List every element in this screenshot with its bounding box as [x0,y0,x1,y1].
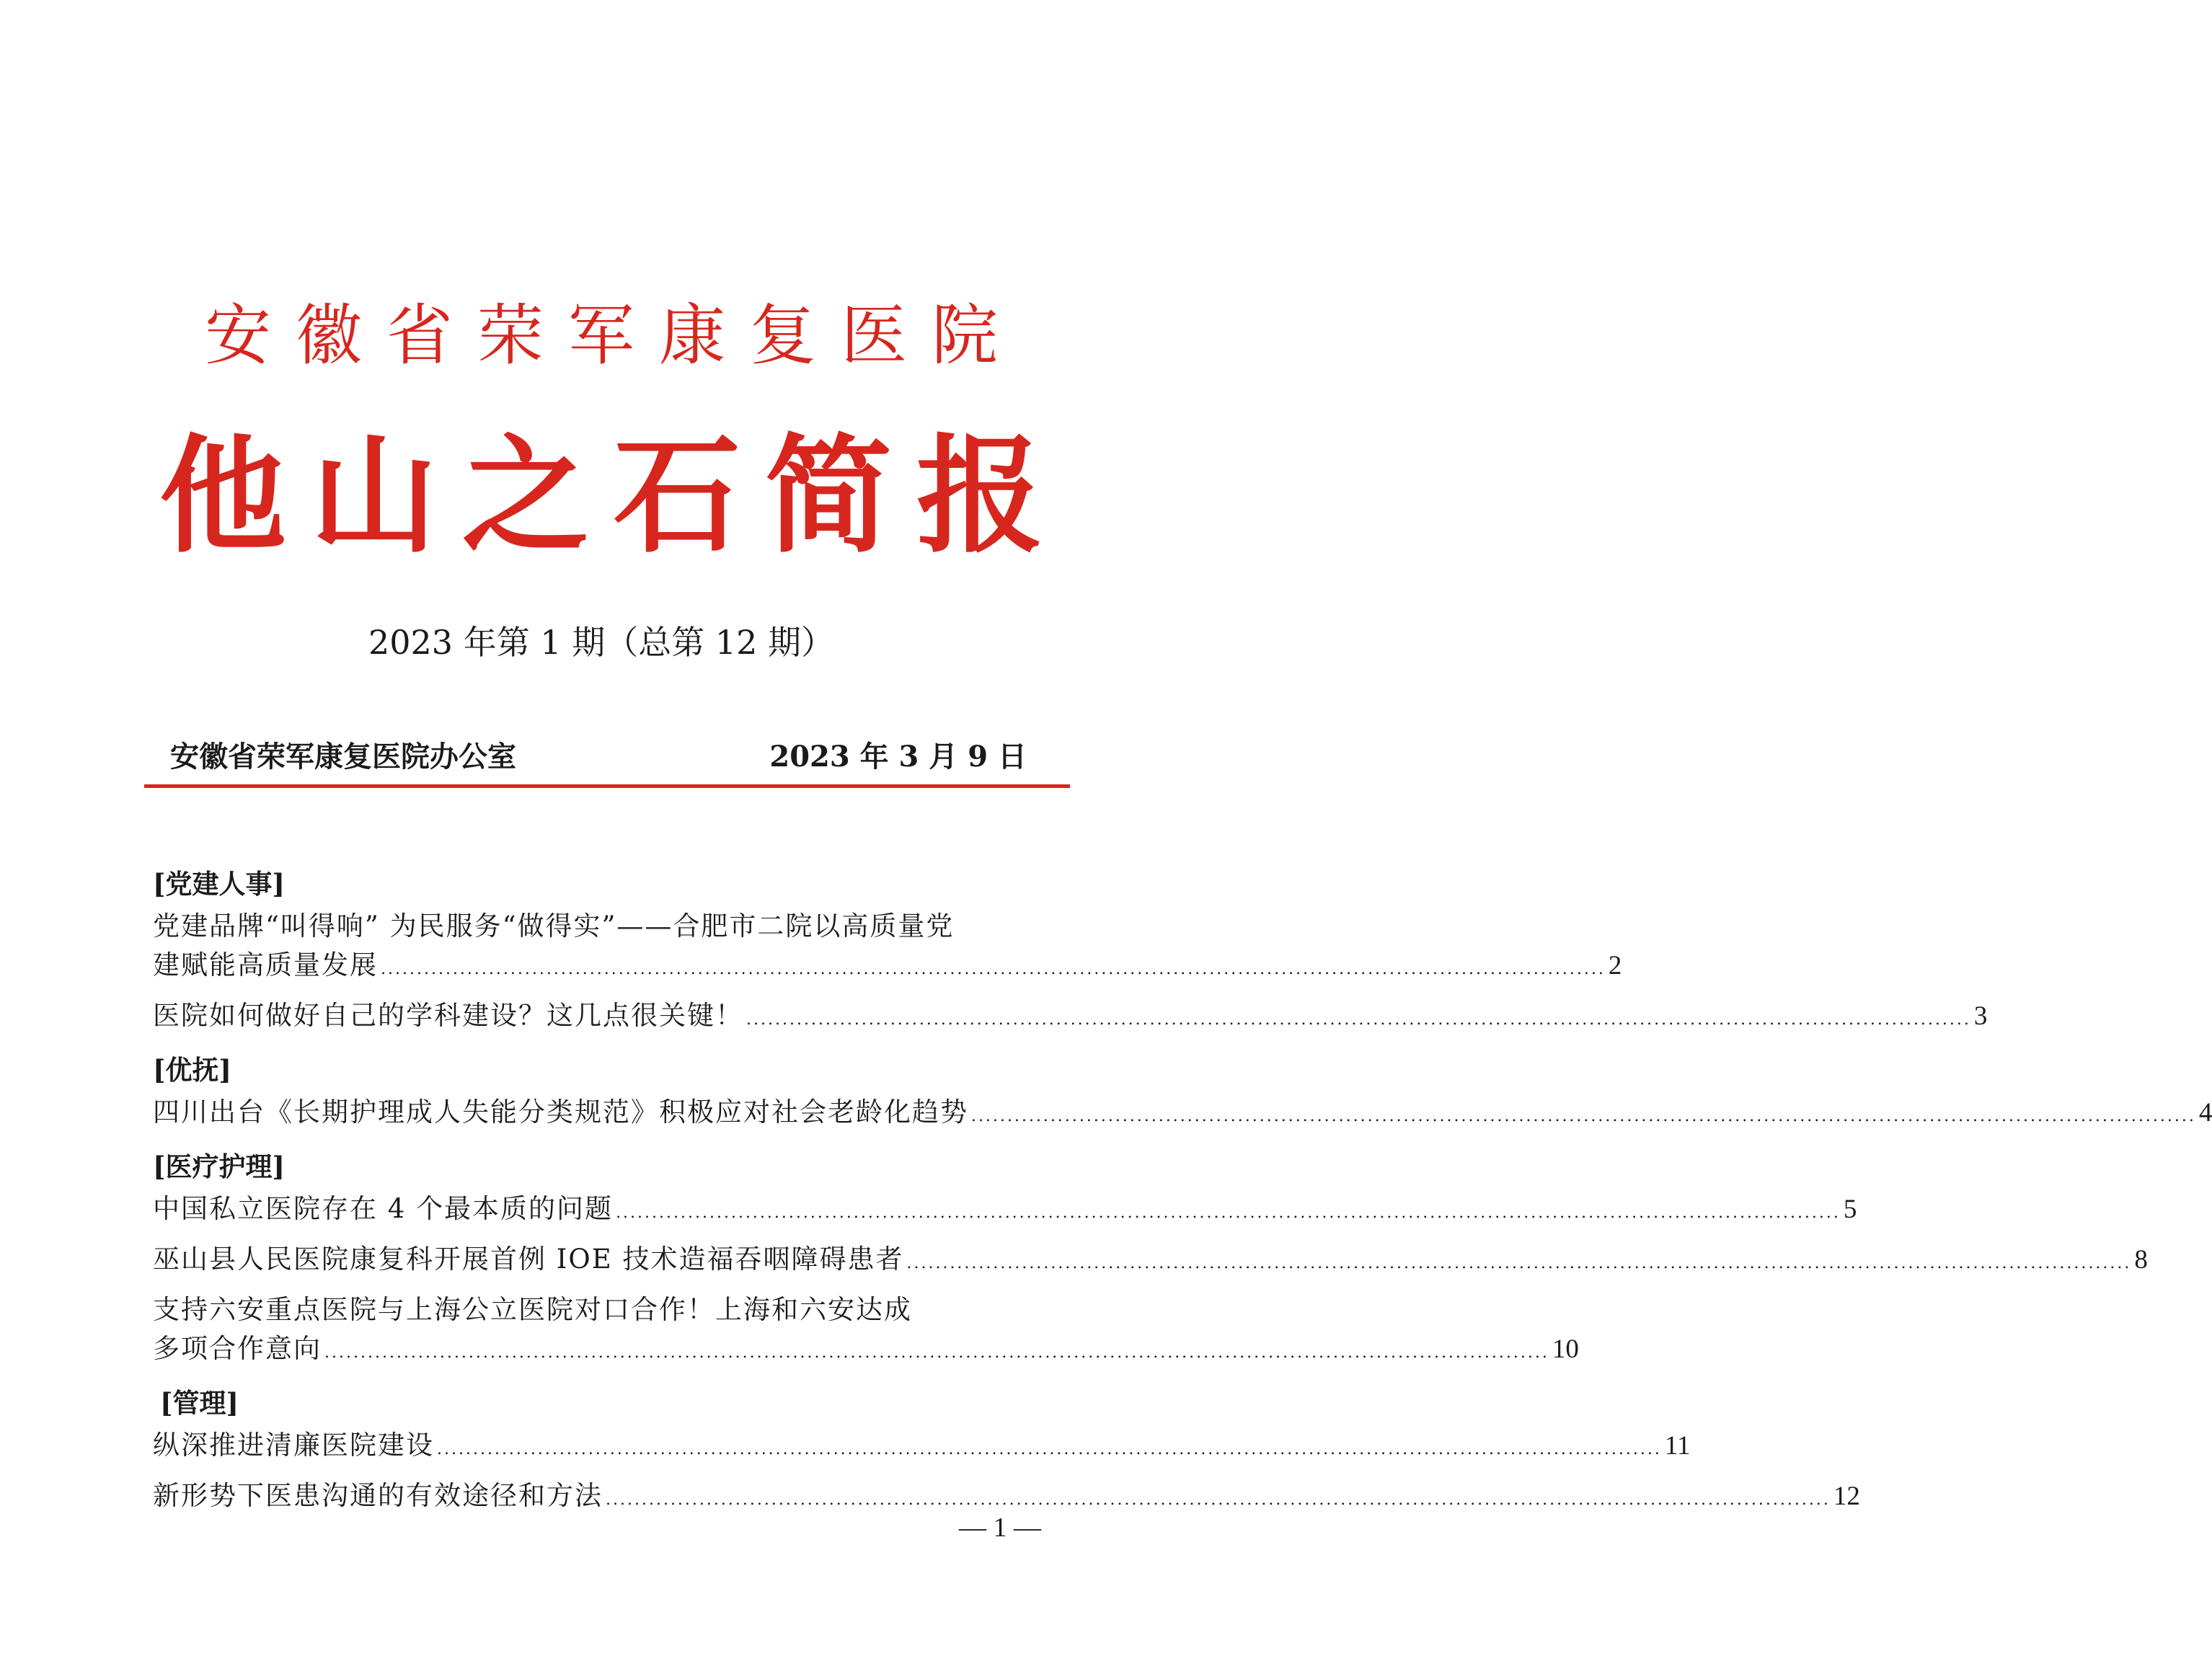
toc-leader-dots: .......................................................................................................................................................................... [437,1440,1662,1458]
toc-entry-title: 巫山县人民医院康复科开展首例 IOE 技术造福吞咽障碍患者 [153,1244,904,1275]
toc-entry-title: 建赋能高质量发展 [153,949,378,980]
org-title: 安徽省荣军康复医院 [204,297,1022,374]
toc-page-number: 11 [1664,1431,1691,1461]
toc-page-number: 2 [1608,951,1622,980]
toc-entry[interactable] [153,1093,2212,1136]
toc-entry-title: 中国私立医院存在 4 个最本质的问题 [153,1193,614,1224]
toc-section-heading: [医疗护理] [153,1151,286,1182]
toc-entry-title: 新形势下医患沟通的有效途径和方法 [153,1480,603,1511]
toc-leader-dots: .......................................................................................................................................................................... [746,1011,1971,1029]
toc-section-heading: [党建人事] [153,868,286,900]
issue-line: 2023 年第 1 期（总第 12 期） [368,623,834,662]
toc-entry-title-line1: 党建品牌“叫得响” 为民服务“做得实”——合肥市二院以高质量党 [153,911,955,942]
toc-entry[interactable] [153,1290,1579,1373]
toc-leader-dots: .......................................................................................................................................................................... [616,1204,1841,1222]
toc-entry-title: 多项合作意向 [153,1333,322,1364]
toc-leader-dots: .......................................................................................................................................................................... [324,1344,1549,1362]
toc-page-number: 3 [1973,1001,1988,1031]
toc-section-heading: [优抚] [153,1054,232,1086]
toc-leader-dots: .......................................................................................................................................................................... [971,1107,2196,1125]
red-divider [144,784,1070,788]
toc-entry-title: 四川出台《长期护理成人失能分类规范》积极应对社会老龄化趋势 [153,1097,968,1128]
toc-entry[interactable] [153,1476,1860,1520]
toc-entry[interactable] [153,1190,1857,1233]
toc-entry[interactable] [153,996,1988,1040]
toc-page-number: 4 [2198,1098,2212,1128]
toc-entry-title-line1: 支持六安重点医院与上海公立医院对口合作！上海和六安达成 [153,1294,912,1325]
toc-page-number: 8 [2134,1245,2148,1275]
bulletin-title: 他山之石简报 [159,421,1068,570]
issue-date: 2023 年 3 月 9 日 [769,740,1027,774]
toc-leader-dots: .......................................................................................................................................................................... [381,960,1606,978]
table-of-contents [153,856,2212,1527]
toc-section-heading: [管理] [160,1387,239,1419]
header-row [170,740,1027,774]
toc-page-number: 12 [1833,1481,1860,1511]
toc-entry-title: 医院如何做好自己的学科建设？这几点很关键！ [153,1000,743,1031]
toc-entry-title: 纵深推进清廉医院建设 [153,1430,434,1461]
toc-page-number: 10 [1552,1334,1579,1364]
toc-entry[interactable] [153,1426,1691,1469]
toc-entry[interactable] [153,907,1622,989]
issuing-office: 安徽省荣军康复医院办公室 [170,740,516,774]
toc-page-number: 5 [1843,1195,1857,1224]
page-number-footer: — 1 — [959,1512,1041,1543]
toc-leader-dots: .......................................................................................................................................................................... [906,1254,2132,1272]
toc-entry[interactable] [153,1240,2148,1283]
toc-leader-dots: .......................................................................................................................................................................... [606,1491,1831,1509]
